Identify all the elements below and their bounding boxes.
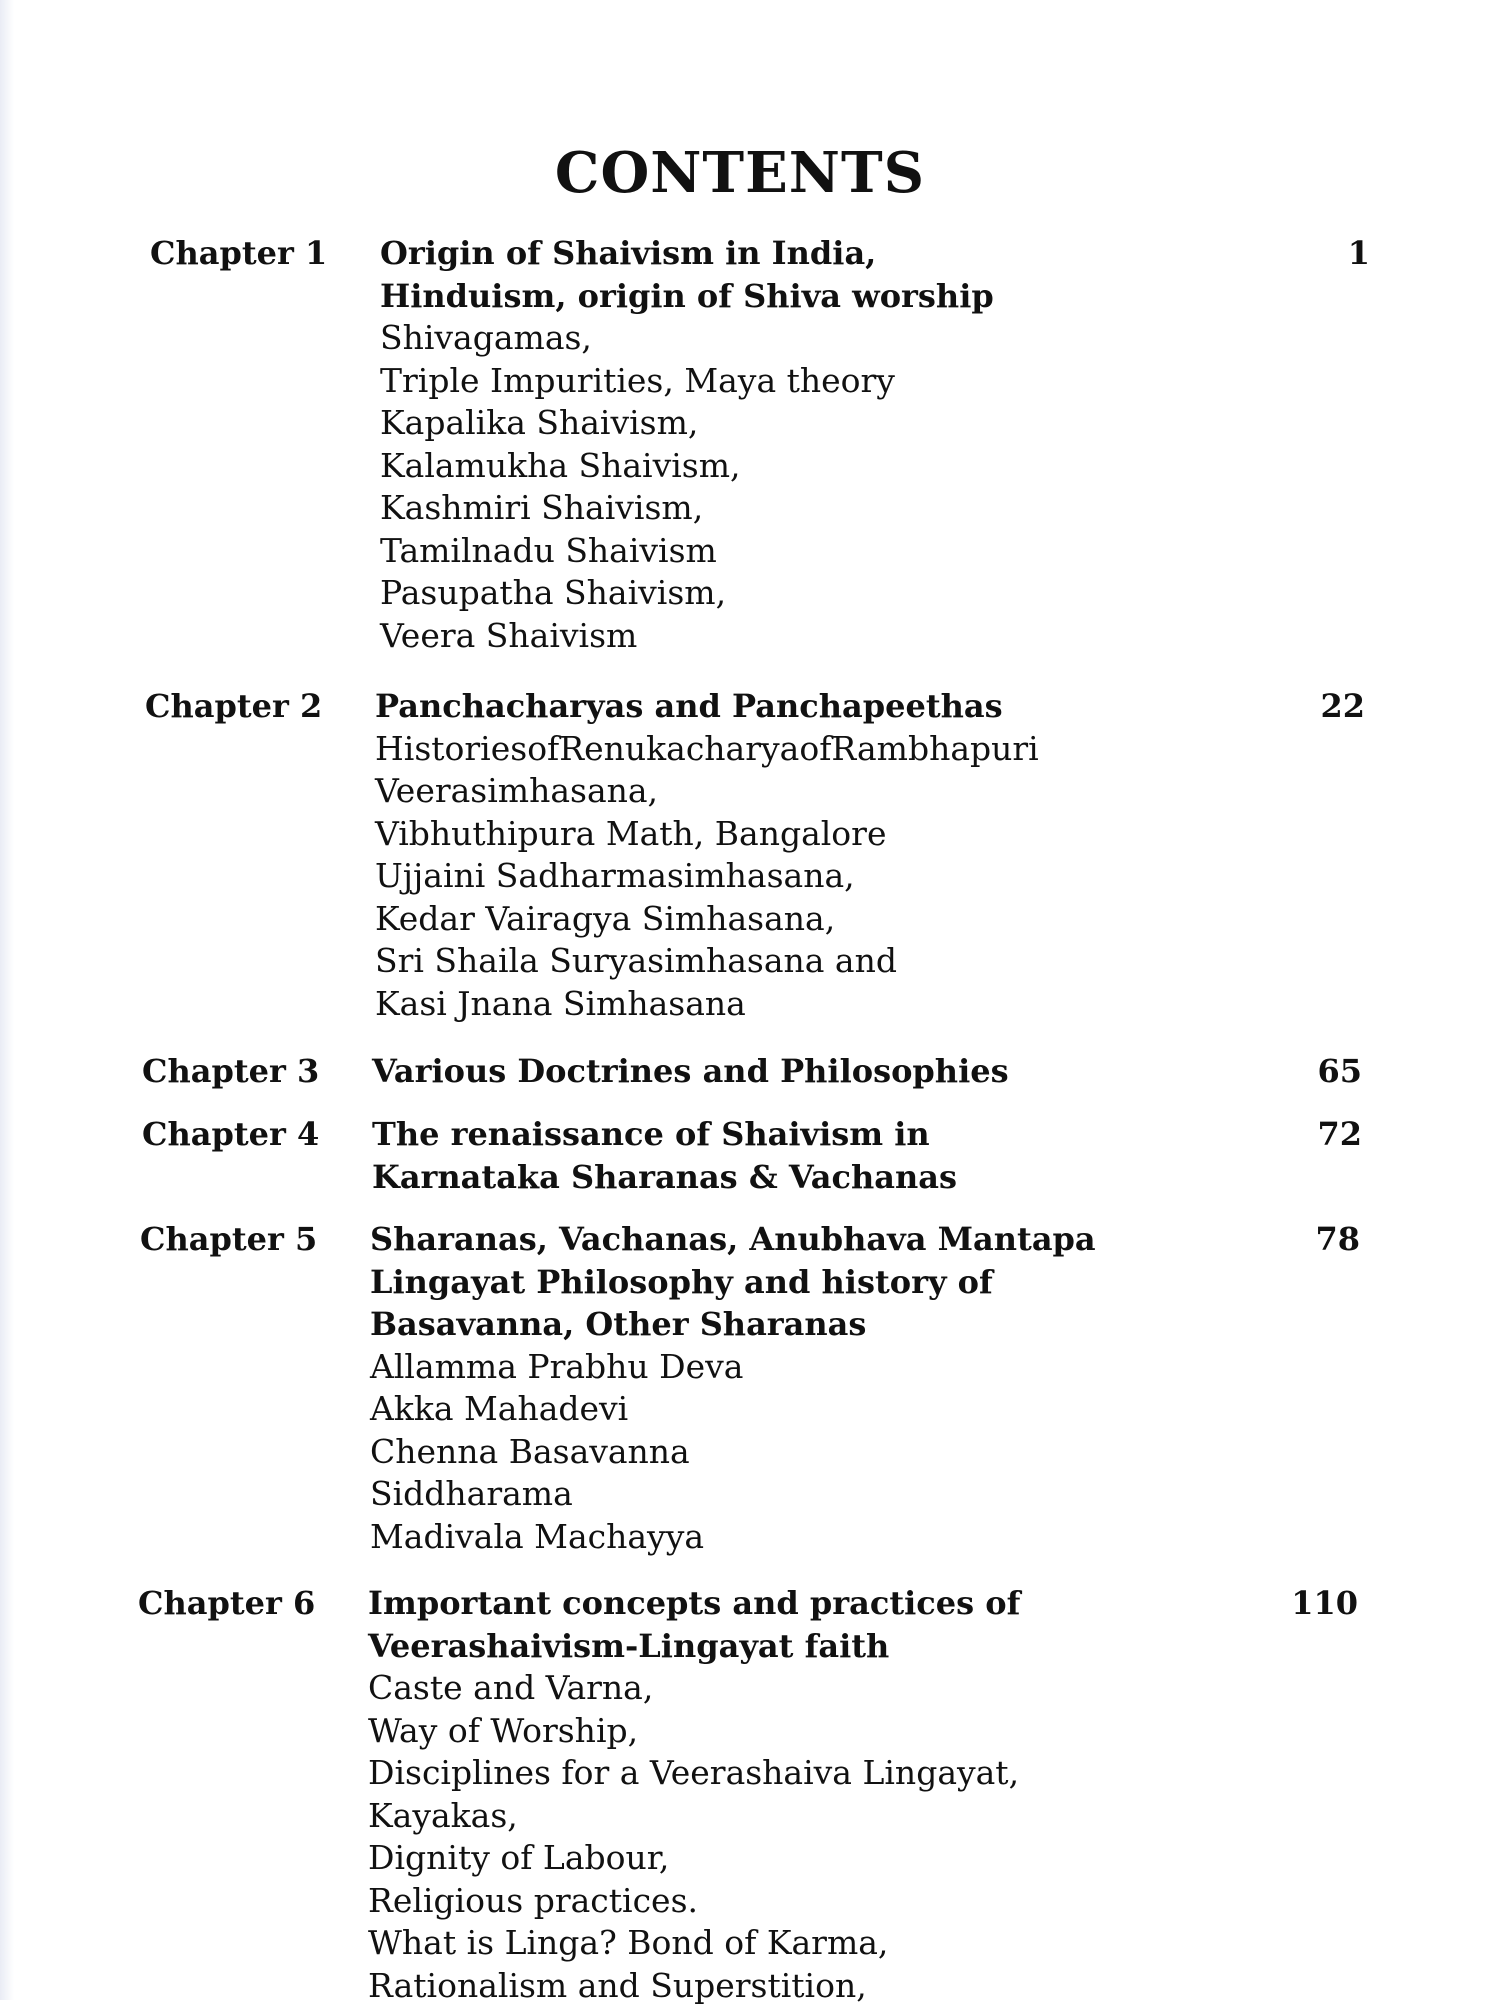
chapter-heading: Important concepts and practices of [368,1582,1248,1625]
topic-item: Kayakas, [368,1795,1248,1838]
chapter-label: Chapter 4 [142,1113,319,1155]
topic-item: Ujjaini Sadharmasimhasana, [375,855,1255,898]
scan-edge-shadow [0,0,14,2000]
chapter-heading: Lingayat Philosophy and history of [370,1261,1250,1304]
chapter-label: Chapter 5 [140,1218,317,1260]
topic-item: Kapalika Shaivism, [380,402,1260,445]
topic-item: Siddharama [370,1473,1250,1516]
chapter-heading: Various Doctrines and Philosophies [372,1050,1252,1093]
topic-item: Religious practices. [368,1880,1248,1923]
topic-item: What is Linga? Bond of Karma, [368,1922,1248,1965]
page-number: 72 [1242,1113,1362,1155]
topic-item: Caste and Varna, [368,1667,1248,1710]
chapter-heading: Basavanna, Other Sharanas [370,1303,1250,1346]
topic-item: Veera Shaivism [380,615,1260,658]
topic-item: Shivagamas, [380,317,1260,360]
chapter-heading: Veerashaivism-Lingayat faith [368,1625,1248,1668]
page-number: 22 [1245,685,1365,727]
chapter-heading: The renaissance of Shaivism in [372,1113,1252,1156]
chapter-heading: Panchacharyas and Panchapeethas [375,685,1255,728]
page-title: CONTENTS [0,140,1480,206]
chapter-heading: Hinduism, origin of Shiva worship [380,275,1260,318]
topic-item: Allamma Prabhu Deva [370,1346,1250,1389]
topic-item: HistoriesofRenukacharyaofRambhapuri [375,728,1255,771]
topic-item: Way of Worship, [368,1710,1248,1753]
topic-item: Kalamukha Shaivism, [380,445,1260,488]
page-number: 78 [1240,1218,1360,1260]
chapter-heading: Sharanas, Vachanas, Anubhava Mantapa [370,1218,1250,1261]
topic-item: Chenna Basavanna [370,1431,1250,1474]
page-number: 110 [1238,1582,1358,1624]
topic-item: Tamilnadu Shaivism [380,530,1260,573]
topic-item: Disciplines for a Veerashaiva Lingayat, [368,1752,1248,1795]
chapter-body [370,1218,1250,1558]
topic-item: Kedar Vairagya Simhasana, [375,898,1255,941]
topic-item: Kashmiri Shaivism, [380,487,1260,530]
topic-item: Pasupatha Shaivism, [380,572,1260,615]
topic-item: Veerasimhasana, [375,770,1255,813]
chapter-label: Chapter 6 [138,1582,315,1624]
chapter-label: Chapter 3 [142,1050,319,1092]
chapter-label: Chapter 1 [150,232,327,274]
topic-item: Kasi Jnana Simhasana [375,983,1255,1026]
chapter-body [375,685,1255,1025]
topic-item: Sri Shaila Suryasimhasana and [375,940,1255,983]
chapter-body [372,1050,1252,1093]
page-number: 1 [1250,232,1370,274]
chapter-heading: Origin of Shaivism in India, [380,232,1260,275]
topic-item: Akka Mahadevi [370,1388,1250,1431]
chapter-body [372,1113,1252,1198]
topic-item: Dignity of Labour, [368,1837,1248,1880]
chapter-body [368,1582,1248,2007]
topic-item: Triple Impurities, Maya theory [380,360,1260,403]
chapter-label: Chapter 2 [145,685,322,727]
topic-item: Rationalism and Superstition, [368,1965,1248,2007]
topic-item: Madivala Machayya [370,1516,1250,1559]
page-number: 65 [1242,1050,1362,1092]
chapter-body [380,232,1260,657]
chapter-heading: Karnataka Sharanas & Vachanas [372,1156,1252,1199]
topic-item: Vibhuthipura Math, Bangalore [375,813,1255,856]
